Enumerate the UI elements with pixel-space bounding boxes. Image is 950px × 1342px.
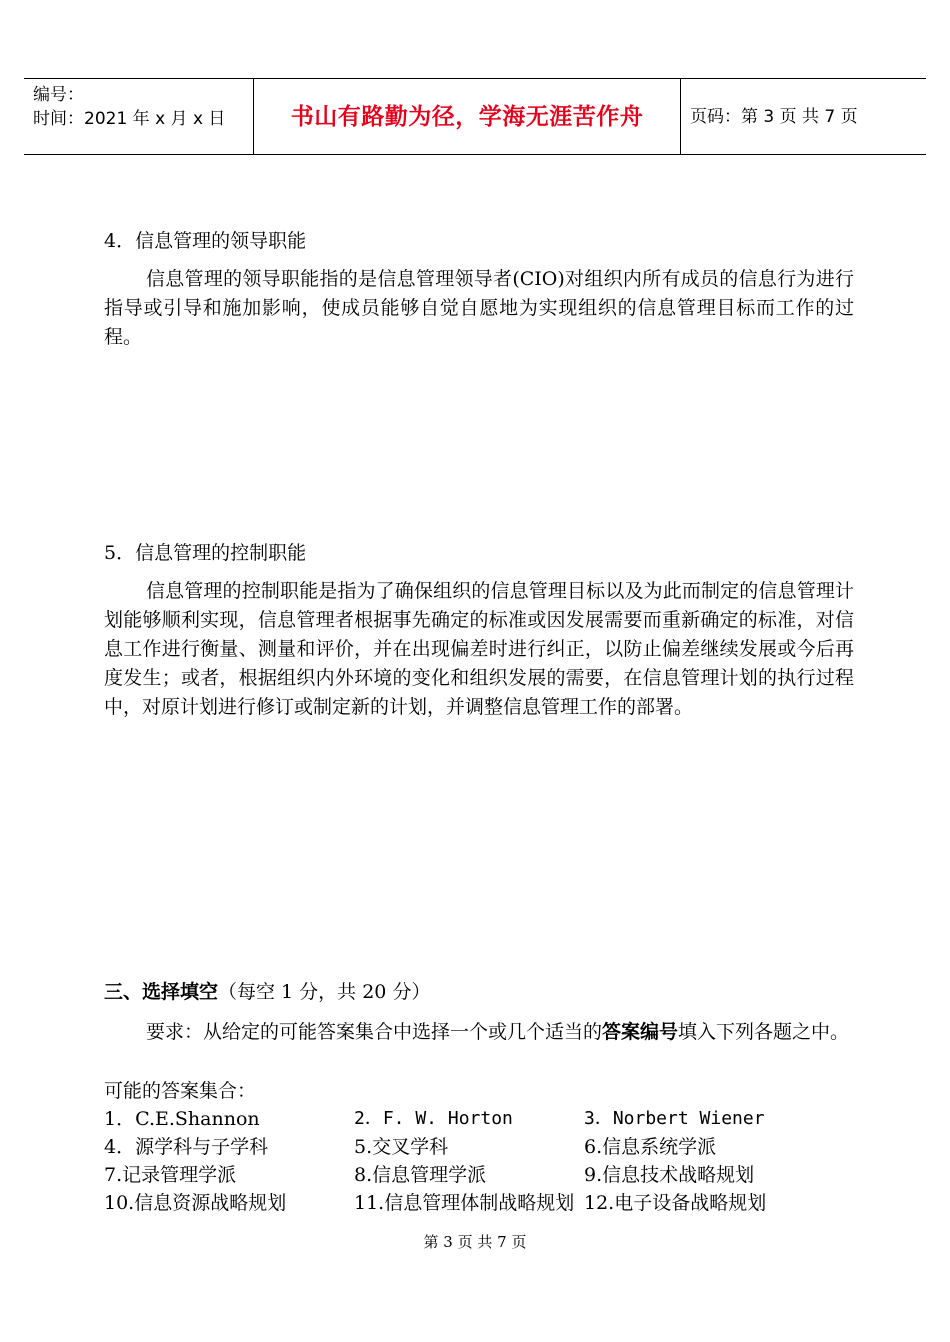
section3-score-note: （每空 1 分，共 20 分） <box>218 981 431 1003</box>
requirement-prefix: 要求：从给定的可能答案集合中选择一个或几个适当的 <box>146 1021 603 1043</box>
option-4: 4．源学科与子学科 <box>104 1136 269 1158</box>
option-6: 6.信息系统学派 <box>584 1136 717 1158</box>
requirement-suffix: 填入下列各题之中。 <box>678 1021 850 1043</box>
option-12: 12.电子设备战略规划 <box>584 1192 767 1214</box>
section4-heading: 4．信息管理的领导职能 <box>104 230 307 252</box>
section5-paragraph: 信息管理的控制职能是指为了确保组织的信息管理目标以及为此而制定的信息管理计划能够顺利实现，信息管理者根据事先确定的标准或因发展需要而重新确定的标准，对信息工作进行衡量、测量和评价，并在出现偏差时进行纠正，以防止偏差继续发展或今后再度发生；或者，根据组织内外环境的变化和组织发展的需要，在信息管理计划的执行过程中，对原计划进行修订或制定新的计划，并调整信息管理工作的部署。 <box>104 580 854 718</box>
option-7: 7.记录管理学派 <box>104 1164 237 1186</box>
section3-title-line <box>104 977 430 1004</box>
time-label: 时间：2021 年 x 月 x 日 <box>33 109 226 129</box>
page-footer: 第 3 页 共 7 页 <box>423 1233 527 1251</box>
answer-set-label: 可能的答案集合： <box>104 1080 257 1102</box>
option-9: 9.信息技术战略规划 <box>584 1164 755 1186</box>
option-8: 8.信息管理学派 <box>354 1164 487 1186</box>
number-label: 编号： <box>33 85 84 105</box>
option-1: 1．C.E.Shannon <box>104 1108 260 1130</box>
requirement-paragraph <box>104 1018 854 1047</box>
option-5: 5.交叉学科 <box>354 1136 449 1158</box>
option-3: 3．Norbert Wiener <box>584 1108 765 1129</box>
section3-title: 三、选择填空 <box>104 981 219 1003</box>
section4-paragraph: 信息管理的领导职能指的是信息管理领导者(CIO)对组织内所有成员的信息行为进行指导或引导和施加影响，使成员能够自觉自愿地为实现组织的信息管理目标而工作的过程。 <box>104 268 854 348</box>
header-meta <box>24 79 254 154</box>
option-10: 10.信息资源战略规划 <box>104 1192 287 1214</box>
header-page-code: 页码：第 3 页 共 7 页 <box>690 107 858 127</box>
page-header <box>24 78 926 155</box>
option-2: 2．F. W. Horton <box>354 1108 513 1129</box>
header-motto: 书山有路勤为径，学海无涯苦作舟 <box>254 79 681 154</box>
section4-body <box>104 265 854 352</box>
section3-requirement <box>104 1018 854 1047</box>
section5-body <box>104 577 854 722</box>
section5-heading: 5．信息管理的控制职能 <box>104 542 307 564</box>
option-11: 11.信息管理体制战略规划 <box>354 1192 575 1214</box>
requirement-bold: 答案编号 <box>602 1021 679 1043</box>
